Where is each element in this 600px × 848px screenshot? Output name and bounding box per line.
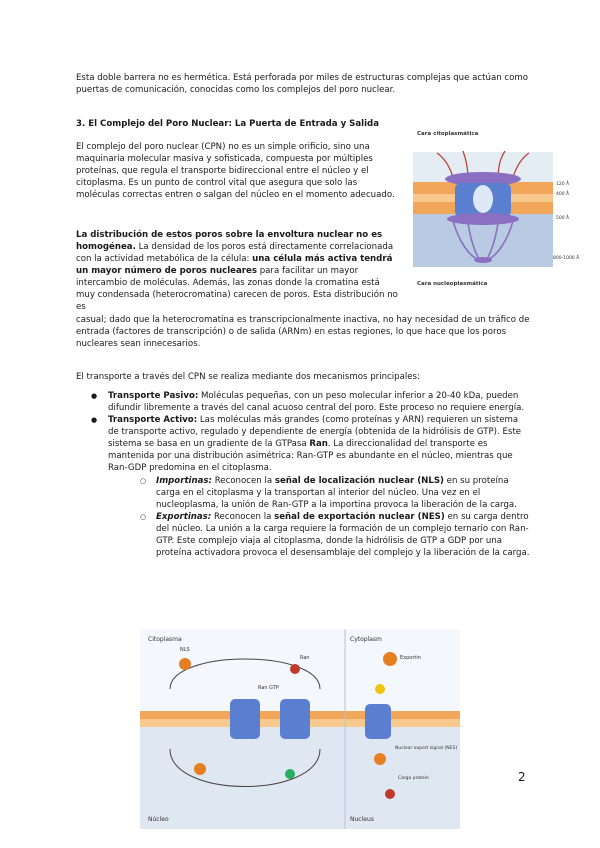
active-text-1: Las moléculas más grandes (como proteínas y ARN) requieren un sistema de transporte activo, regulado y dependiente de energía (obtenida de la hidrólisis de GTP). Este sistema se basa en un gradiente de la GTPasa bbox=[108, 415, 522, 449]
exportins-text-2: en su carga dentro del núcleo. La unión a la carga requiere la formación de un complejo ternario con Ran-GTP. Este complejo viaja al citoplasma, donde la hidrólisis de GTP a GDP por una proteína activadora provoca el desensamblaje del complejo y la liberación de la carga. bbox=[156, 512, 530, 558]
paragraph-mechanisms: El transporte a través del CPN se realiza mediante dos mecanismos principales: bbox=[76, 372, 420, 382]
fig2-exportin-cyto bbox=[383, 652, 397, 666]
exportins-text-1: Reconocen la bbox=[211, 512, 275, 522]
fig2-ran-gtp-label: Ran GTP bbox=[258, 685, 279, 691]
fig2-pore-exp bbox=[365, 704, 391, 739]
transport-cycle-diagram bbox=[140, 629, 460, 829]
fig2-nls-label: NLS bbox=[180, 647, 190, 653]
fig2-cargo-left bbox=[179, 658, 191, 670]
fig2-ran-gtp bbox=[285, 769, 295, 779]
fig2-ran-gdp bbox=[290, 664, 300, 674]
fig1-label-bottom: Cara nucleoplasmática bbox=[417, 281, 488, 287]
list-item-importins bbox=[140, 475, 531, 511]
paragraph-cpn: El complejo del poro nuclear (CPN) no es un simple orificio, sino una maquinaria molecular masiva y sofisticada, compuesta por múltiples proteínas, que regula el transporte bidireccional entre el núcleo y el citoplasma. Es un punto de control vital que asegura que solo las moléculas correctas entren o salgan del núcleo en el momento adecuado. bbox=[76, 142, 395, 200]
importins-bold: señal de localización nuclear (NLS) bbox=[274, 476, 444, 486]
exportins-title: Exportinas: bbox=[156, 512, 212, 522]
importins-text-1: Reconocen la bbox=[211, 476, 275, 486]
active-ran: Ran bbox=[309, 439, 328, 449]
fig2-cargo-label: Cargo protein bbox=[398, 776, 429, 781]
passive-title: Transporte Pasivo: bbox=[108, 391, 199, 401]
exportins-bold: señal de exportación nuclear (NES) bbox=[274, 512, 445, 522]
fig2-cargo-right bbox=[375, 684, 385, 694]
central-channel bbox=[473, 185, 493, 213]
fig2-cargo-nuc bbox=[194, 763, 206, 775]
importins-text-2: en su proteína carga en el citoplasma y la transportan al interior del núcleo. Una vez en el nucleoplasma, la unión de Ran-GTP a la importina provoca la liberación de la carga. bbox=[156, 476, 517, 510]
fig2-ran-label: Ran bbox=[300, 655, 310, 661]
page-number: 2 bbox=[518, 770, 526, 784]
fig1-label-top: Cara citoplasmática bbox=[417, 131, 479, 137]
nuclear-pore-diagram bbox=[413, 127, 583, 297]
intro-paragraph: Esta doble barrera no es hermética. Está perforada por miles de estructuras complejas que actúan como puertas de comunicación, conocidas como los complejos del poro nuclear. bbox=[76, 73, 529, 95]
fig2-pore-right bbox=[280, 699, 310, 739]
distribution-text-b: para facilitar un mayor intercambio de moléculas. Además, las zonas donde la cromatina está muy condensada (heterocromatina) carecen de poros. Esta distribución no es bbox=[76, 266, 398, 312]
fig1-dim4: 800-1000 Å bbox=[553, 256, 580, 261]
fig2-exportin-nuc bbox=[374, 753, 386, 765]
fig2-ran-right bbox=[385, 789, 395, 799]
transport-list bbox=[91, 390, 531, 559]
fig2-pore-left bbox=[230, 699, 260, 739]
active-text-2: . La direccionalidad del transporte es mantenida por una distribución asimétrica: Ran-GTP es abundante en el núcleo, mientras que Ran-GDP predomina en el citoplasma. bbox=[108, 439, 513, 473]
section-heading: 3. El Complejo del Poro Nuclear: La Puerta de Entrada y Salida bbox=[76, 119, 379, 129]
distribution-bold: La distribución de estos poros sobre la envoltura nuclear no es homogénea. bbox=[76, 230, 383, 252]
list-item-passive bbox=[91, 390, 531, 414]
fig1-dim1: 120 Å bbox=[556, 182, 570, 187]
receptor-list bbox=[108, 475, 531, 559]
distal-ring bbox=[474, 257, 492, 263]
nuclear-ring bbox=[447, 213, 519, 225]
fig2-cyto-left-label: Citoplasma bbox=[148, 636, 182, 643]
passive-text: Moléculas pequeñas, con un peso molecular inferior a 20-40 kDa, pueden difundir libremente a través del canal acuoso central del poro. Este proceso no requiere energía. bbox=[108, 391, 525, 413]
paragraph-distribution bbox=[76, 229, 398, 313]
active-title: Transporte Activo: bbox=[108, 415, 198, 425]
distribution-bold-2: una célula más activa tendrá un mayor número de poros nucleares bbox=[76, 254, 393, 276]
fig2-nucleus-right-label: Nucleus bbox=[350, 816, 374, 823]
list-item-active bbox=[91, 414, 531, 559]
paragraph-distribution-cont: casual; dado que la heterocromatina es transcripcionalmente inactiva, no hay necesidad de un tráfico de entrada (factores de transcripción) o de salida (ARNm) en estas regiones, lo que hace que los poros nucleares sean innecesarios. bbox=[76, 315, 530, 349]
fig2-cyto-right-label: Cytoplasm bbox=[350, 636, 382, 643]
importins-title: Importinas: bbox=[156, 476, 212, 486]
fig1-dim2: 400 Å bbox=[556, 192, 570, 197]
fig1-dim3: 500 Å bbox=[556, 216, 570, 221]
fig2-nucleus-left-label: Núcleo bbox=[148, 816, 169, 823]
fig2-exportin-label: Exportin bbox=[400, 655, 421, 661]
fig2-nes-label: Nuclear export signal (NES) bbox=[395, 746, 458, 751]
list-item-exportins bbox=[140, 511, 531, 559]
distribution-text-a: La densidad de los poros está directamente correlacionada con la actividad metabólica de la célula: bbox=[76, 242, 394, 264]
